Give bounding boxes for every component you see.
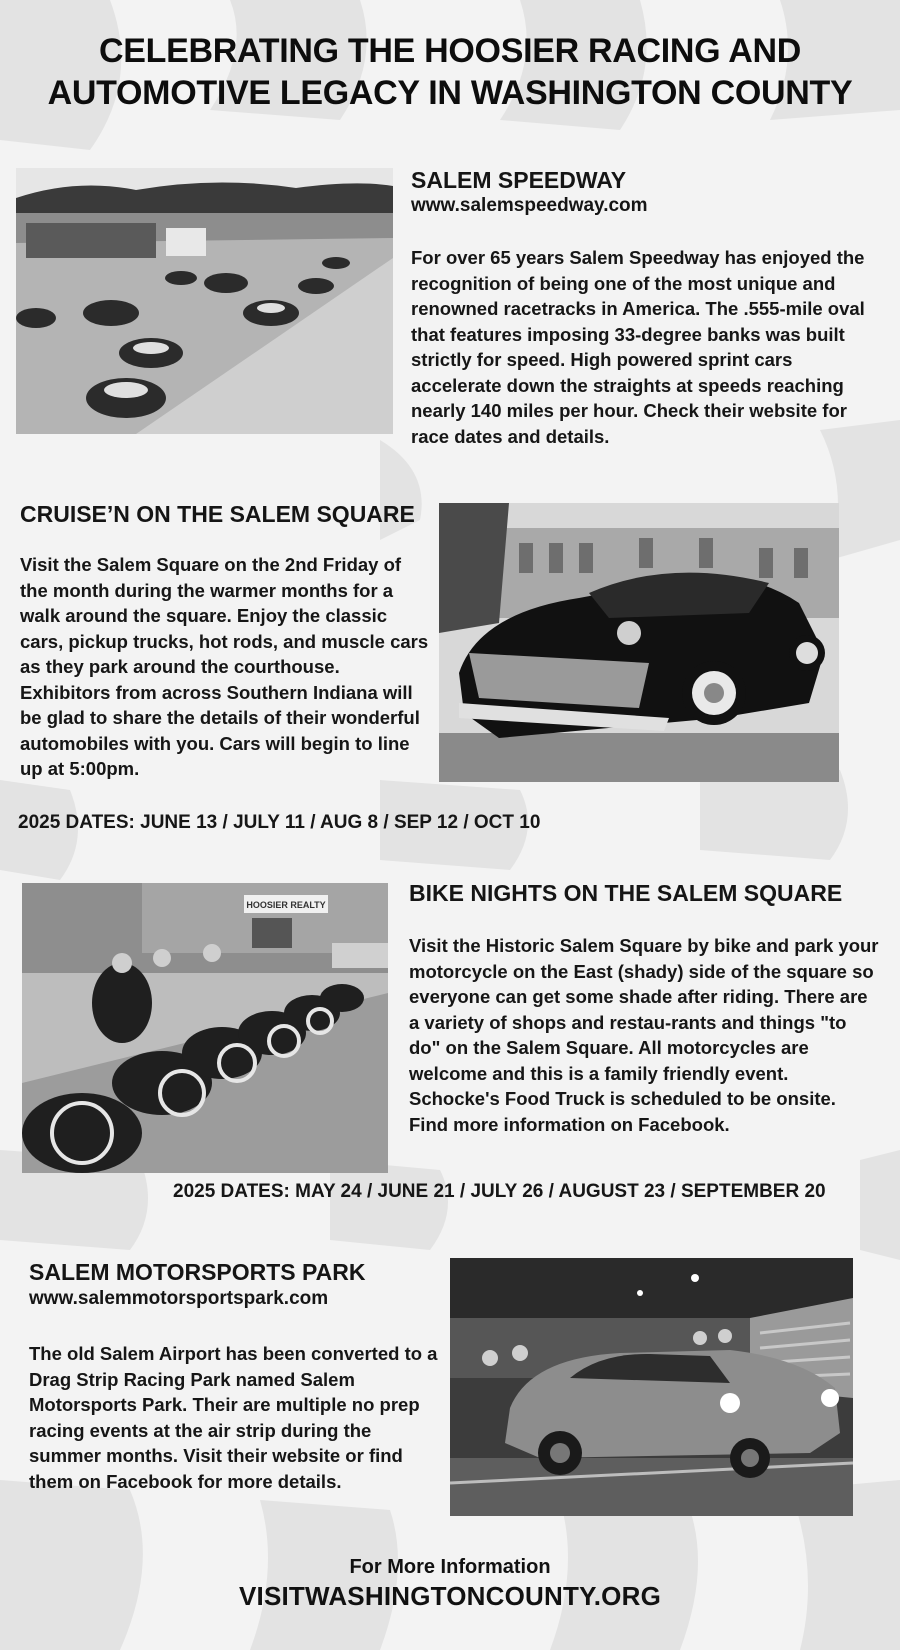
motorsports-park-website-link[interactable]: www.salemmotorsportspark.com <box>29 1288 329 1309</box>
cruisen-dates: 2025 DATES: JUNE 13 / JULY 11 / AUG 8 / SEP 12 / OCT 10 <box>18 812 541 833</box>
footer-lead: For More Information <box>349 1556 551 1578</box>
hoosier-realty-sign: HOOSIER REALTY <box>246 900 326 910</box>
motorsports-park-heading: SALEM MOTORSPORTS PARK <box>29 1259 366 1285</box>
motorsports-park-description: The old Salem Airport has been converted to a Drag Strip Racing Park named Salem Motorsports Park. Their are multiple no prep racing events at the air strip during the summer months. Visit their website or find them on Facebook for more details. <box>29 1343 438 1492</box>
cruisen-heading: CRUISE’N ON THE SALEM SQUARE <box>20 501 415 527</box>
motorcycles-photo <box>22 883 388 1173</box>
footer-website-link[interactable]: VISITWASHINGTONCOUNTY.ORG <box>239 1581 661 1611</box>
bike-nights-dates: 2025 DATES: MAY 24 / JUNE 21 / JULY 26 / AUGUST 23 / SEPTEMBER 20 <box>173 1181 826 1202</box>
bike-nights-description: Visit the Historic Salem Square by bike and park your motorcycle on the East (shady) side of the square so everyone can get some shade after riding. There are a variety of shops and restau-rants and things "to do" on the Salem Square. All motorcycles are welcome and this is a family friendly event. Schocke's Food Truck is scheduled to be onsite. Find more information on Facebook. <box>409 935 879 1135</box>
speedway-description: For over 65 years Salem Speedway has enjoyed the recognition of being one of the most unique and renowned racetracks in America. The .555-mile oval that features imposing 33-degree banks was built strictly for speed. High powered sprint cars accelerate down the straights at speeds reaching nearly 140 miles per hour. Check their website for race dates and details. <box>411 247 865 447</box>
speedway-website-link[interactable]: www.salemspeedway.com <box>411 195 648 216</box>
page-title: CELEBRATING THE HOOSIER RACING AND AUTOMOTIVE LEGACY IN WASHINGTON COUNTY <box>47 32 853 112</box>
drag-race-car-photo <box>450 1258 853 1516</box>
sprint-cars-on-speedway-photo <box>16 168 393 434</box>
classic-car-photo <box>439 503 839 782</box>
bike-nights-heading: BIKE NIGHTS ON THE SALEM SQUARE <box>409 880 843 906</box>
speedway-heading: SALEM SPEEDWAY <box>411 167 627 193</box>
cruisen-description: Visit the Salem Square on the 2nd Friday of the month during the warmer months for a walk around the square. Enjoy the classic cars, pickup trucks, hot rods, and muscle cars as they park around the courthouse. Exhibitors from across Southern Indiana will be glad to share the details of their wonderful automobiles with you. Cars will begin to line up at 5:00pm. <box>20 554 429 779</box>
